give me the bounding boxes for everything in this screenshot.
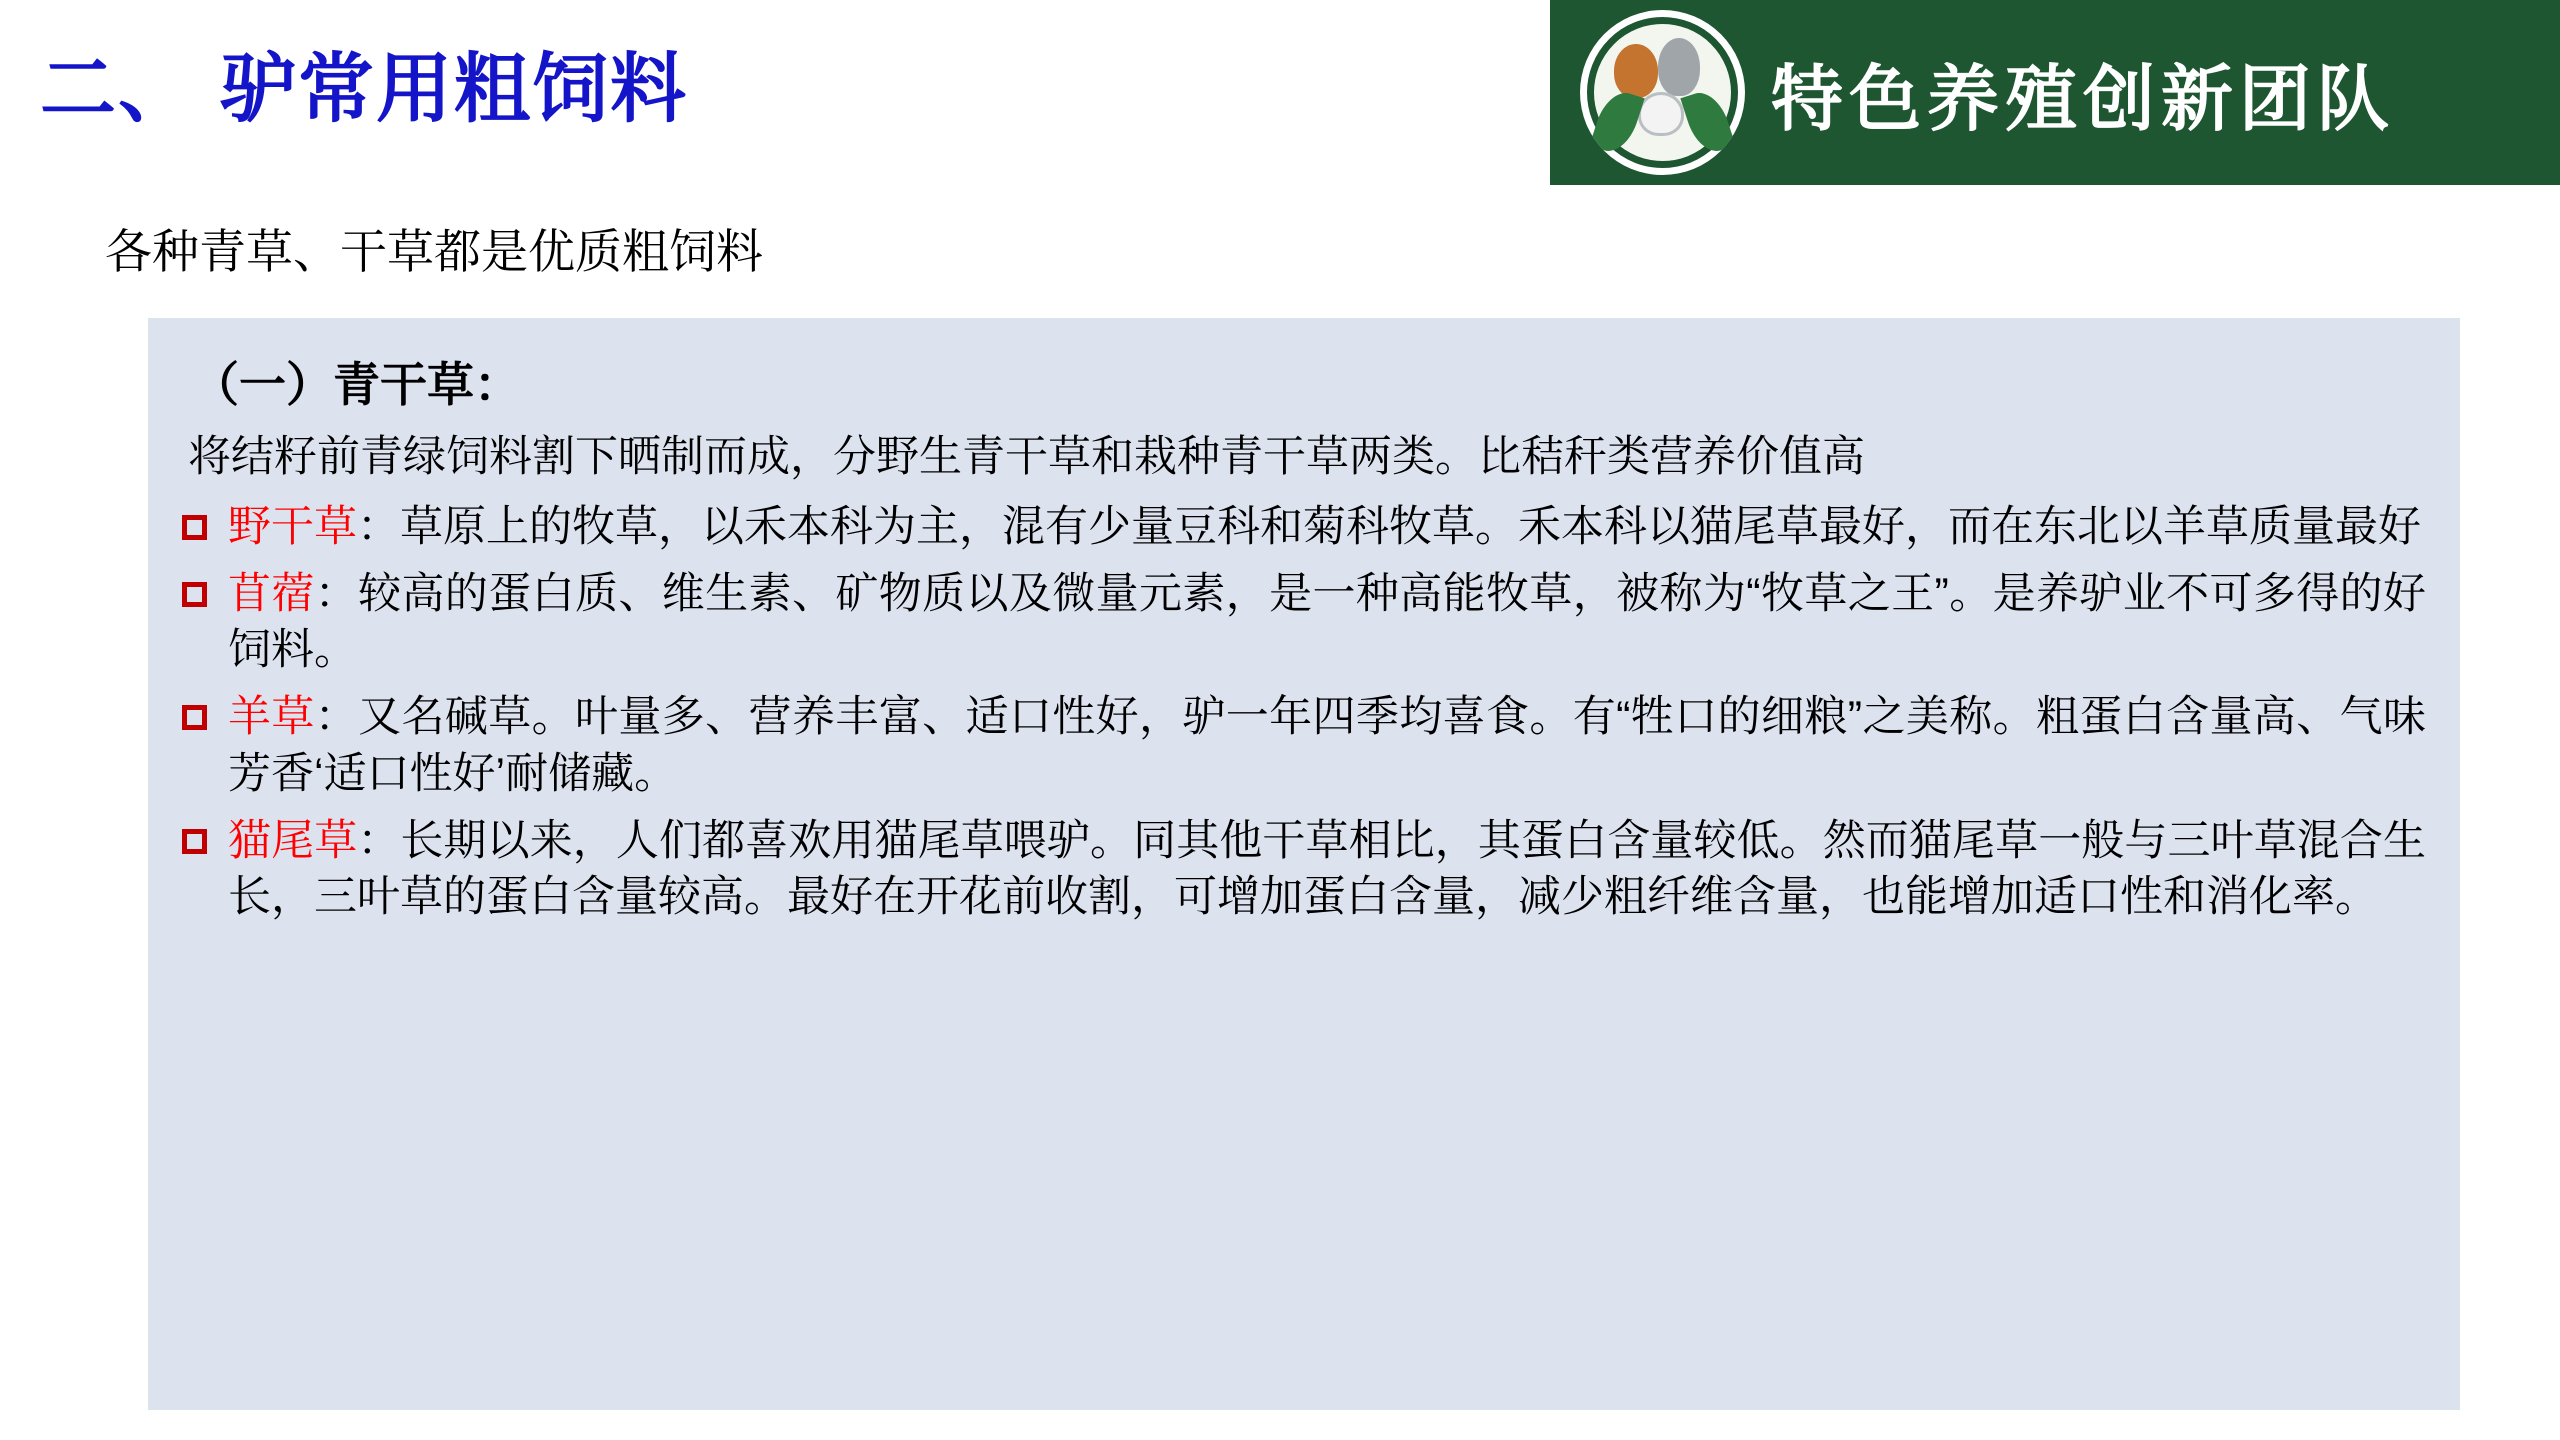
list-item-body — [228, 566, 2426, 680]
list-item-term: 猫尾草 — [228, 816, 358, 865]
page-title-text: 驴常用粗饲料 — [220, 47, 688, 132]
square-bullet-icon — [182, 689, 228, 730]
brand-banner — [1550, 0, 2560, 185]
panel-lead-text: 将结籽前青绿饲料割下晒制而成，分野生青干草和栽种青干草两类。比秸秆类营养价值高 — [188, 433, 1865, 481]
animal-circle-logo-icon — [1580, 10, 1745, 175]
panel-heading: （一）青干草： — [192, 358, 521, 411]
brand-name: 特色养殖创新团队 — [1771, 59, 2396, 140]
list-item-term: 野干草 — [228, 502, 357, 551]
list-item-text: ：较高的蛋白质、维生素、矿物质以及微量元素，是一种高能牧草，被称为“牧草之王”。是养驴业不可多得的好饲料。 — [228, 569, 2427, 675]
subtitle: 各种青草、干草都是优质粗饲料 — [105, 225, 763, 278]
square-bullet-icon — [182, 499, 228, 540]
list-item-body — [228, 813, 2426, 927]
page-title — [40, 28, 688, 137]
square-bullet-icon — [182, 566, 228, 607]
list-item — [182, 689, 2426, 803]
list-item-term: 苜蓿 — [228, 569, 315, 618]
content-panel — [148, 318, 2460, 1410]
list-item-term: 羊草 — [228, 693, 315, 741]
list-item — [182, 566, 2426, 680]
list-item-text: ：草原上的牧草，以禾本科为主，混有少量豆科和菊科牧草。禾本科以猫尾草最好，而在东北以羊草质量最好 — [357, 502, 2421, 551]
list-item — [182, 813, 2426, 927]
list-item-text: ：长期以来，人们都喜欢用猫尾草喂驴。同其他干草相比，其蛋白含量较低。然而猫尾草一般与三叶草混合生长，三叶草的蛋白含量较高。最好在开花前收割，可增加蛋白含量，减少粗纤维含量，也能增加适口性和消化率。 — [228, 816, 2427, 922]
list-item — [182, 499, 2426, 556]
list-item-body — [228, 499, 2426, 556]
list-item-text: ：又名碱草。叶量多、营养丰富、适口性好，驴一年四季均喜食。有“牲口的细粮”之美称。粗蛋白含量高、气味芳香‘适口性好’耐储藏。 — [228, 693, 2427, 798]
page-title-number: 二、 — [40, 47, 196, 132]
square-bullet-icon — [182, 813, 228, 854]
list-item-body — [228, 689, 2426, 803]
